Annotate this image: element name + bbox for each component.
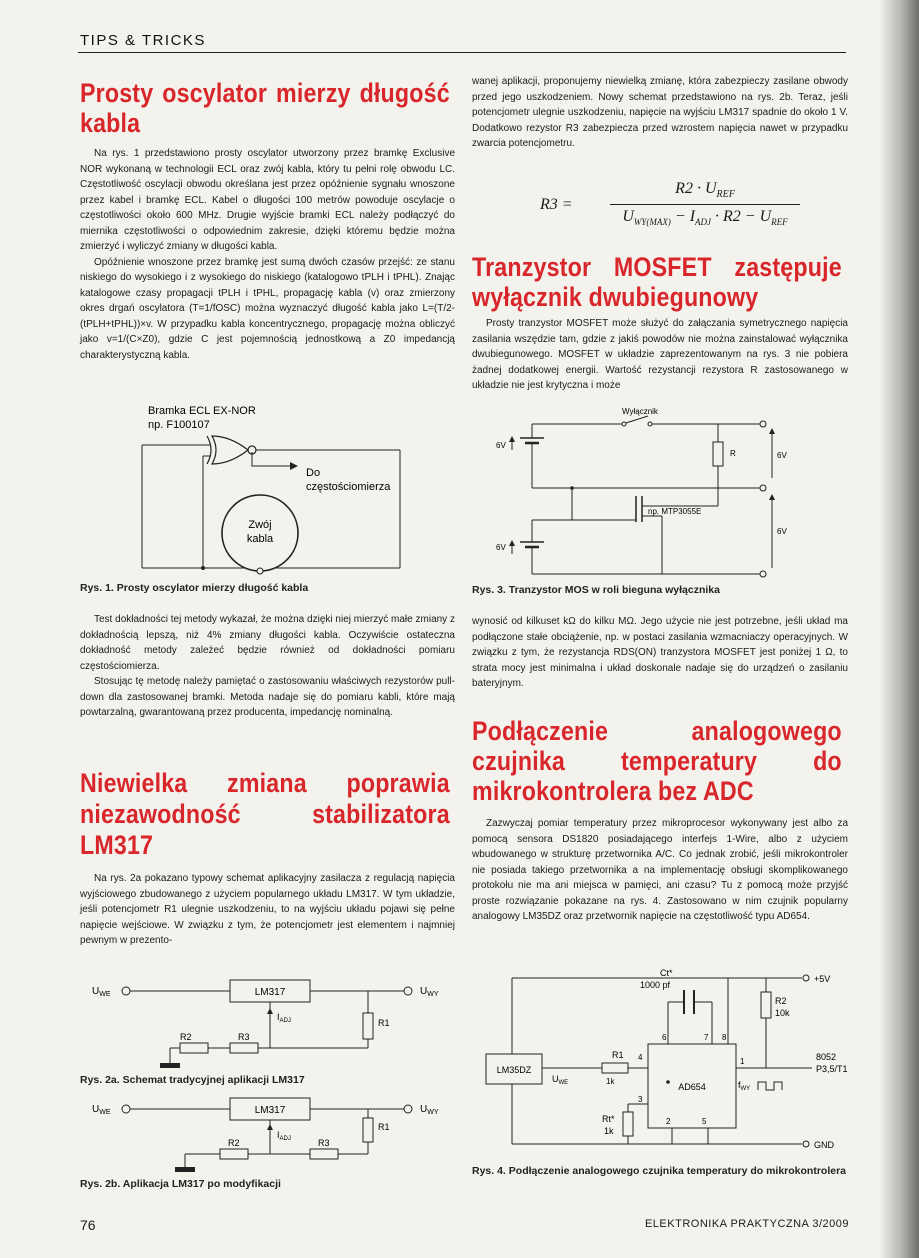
junction-dot [201,566,205,570]
r2-label: R2 [228,1138,240,1148]
header-rule [78,52,846,53]
resistor-r3 [230,1043,258,1053]
arrow-icon [509,436,515,442]
wire-to-meter [252,452,290,466]
resistor-r2 [180,1043,208,1053]
uwy-label: $U_{WY}$ [420,986,439,998]
resistor-r2 [220,1149,248,1159]
uwy-label: $U_{WY}$ [420,1104,439,1116]
article1-paragraph: Test dokładności tej metody wykazał, że można dzięki niej mierzyć małe zmiany z dokładnością lepszą, niż 4% zmiany długości kabla. Oczywiście ostateczna dokładność metody zależeć będzie również od dokładności pomiaru częstościomierza. [80,614,455,672]
formula-lhs: R3 = [540,196,573,213]
article4-title: Podłączenie analogowego czujnika temperatury do mikrokontrolera bez ADC [472,716,842,806]
terminal [257,568,263,574]
chip-label: AD654 [678,1082,706,1092]
r1-label: R1 [378,1018,390,1028]
right-column [472,74,848,152]
figure3-mosfet-schematic [472,404,848,580]
pin-label: 6 [662,1033,667,1042]
input-terminal [122,987,130,995]
article2-paragraph: wanej aplikacji, proponujemy niewielką zmianę, która zabezpieczy zasilane obwody przed jego uszkodzeniem. Nowy schemat przedstawiono na rys. 2b. Teraz, jeśli potencjometr ulegnie uszkodzeniu, napięcie na wyjściu LM317 spadnie do około 1 V. Dodatkowo rezystor R3 zabezpiecza przed wzrostem napięcia nawet w przypadku zwarcia potencjometru. [472,76,848,149]
article2-paragraph: Na rys. 2a pokazano typowy schemat aplikacyjny zasilacza z regulacją napięcia wyjściowego zbudowanego z użyciem popularnego układu LM317. W tym układzie, jeśli potencjometr R1 ulegnie uszkodzeniu, to na wyjściu układu pojawi się pełne napięcie wejściowe. W związku z tym, że potencjometr jest elementem i najmniej pewnym w prezento- [80,873,455,946]
article1-paragraph: Opóźnienie wnoszone przez bramkę jest sumą dwóch czasów przejść: ze stanu niskiego do wysokiego i z wysokiego do niskiego (katalogowo tPLH i tPHL). Znając katalogowe czasy propagacji tPLH i tPHL, propagację kabla (v) oraz zmierzony okres drgań oscylatora (T=1/fOSC) można wyznaczyć długość kabla jako L=(T/2-(tPLH+tPHL))×v. W przypadku kabla koncentrycznego, propagację można obliczyć jako v=1/(C×Z0), gdzie C jest pojemnością jednostkową a Z0 impedancją charakterystyczną kabla. [80,256,455,361]
sensor-label: LM35DZ [496,1065,532,1075]
resistor-r1 [363,1118,373,1142]
figure1-oscillator-schematic [80,400,455,600]
fwy-label: $f_{WY}$ [738,1080,751,1092]
article3-paragraph: wynosić od kilkuset kΩ do kilku MΩ. Jego użycie nie jest potrzebne, jeśli układ ma podłączone stałe obciążenie, np. w postaci zasilania wzmacniaczy operacyjnych. W związku z tym, że rezystancja RDS(ON) tranzystora MOSFET jest poniżej 1 Ω, to strata mocy jest minimalna i układ doskonale nadaje się do urządzeń o zasilaniu bateryjnym. [472,616,848,689]
r1-value: 1k [606,1077,615,1086]
fig1-gate-part: np. F100107 [148,419,210,431]
r1-label: R1 [612,1050,624,1060]
arrow-icon [509,540,515,546]
fraction-bar [610,204,800,205]
resistor-r2 [761,992,771,1018]
pin-label: 7 [704,1033,709,1042]
switch-blade [626,416,648,423]
input-terminal [122,1105,130,1113]
terminal [803,975,809,981]
ct-label: Ct* [660,968,673,978]
uwe-label: $U_{WE}$ [552,1074,569,1086]
fig3-caption: Rys. 3. Tranzystor MOS w roli bieguna wyłącznika [472,584,720,596]
fig1-coil-label: kabla [246,533,274,545]
r2-label: R2 [775,996,787,1006]
pin-label: 5 [702,1117,707,1126]
fig1-meter-label: Do [306,467,321,479]
fig2a-caption: Rys. 2a. Schemat tradycyjnej aplikacji LM317 [80,1074,305,1086]
r2-label: R2 [180,1032,192,1042]
fig1-caption: Rys. 1. Prosty oscylator mierzy długość kabla [80,582,309,594]
ground-icon [175,1167,195,1172]
fig1-coil-label: Zwój [248,519,272,531]
terminal [760,485,766,491]
voltage-label: 6V [496,441,506,450]
uwe-label: $U_{WE}$ [92,1104,111,1116]
terminal [760,571,766,577]
gnd-label: GND [814,1140,834,1150]
article2-title: Niewielka zmiana poprawia niezawodność stabilizatora LM317 [80,768,450,860]
resistor-rt [623,1112,633,1136]
mosfet-label: np. MTP3055E [648,507,702,516]
output-terminal [404,1105,412,1113]
mcu-pin-label: P3,5/T1 [816,1064,848,1074]
formula-numerator: $R2 \cdot U_{REF}$ [675,180,735,201]
voltage-label: 6V [777,451,787,460]
fig2b-caption: Rys. 2b. Aplikacja LM317 po modyfikacji [80,1178,281,1190]
pin-label: 8 [722,1033,727,1042]
formula-r3 [540,180,800,232]
formula-denominator: $U_{WY(MAX)} - I_{ADJ} \cdot R2 - U_{REF}$ [622,208,788,228]
binding-shadow [879,0,919,1258]
r1-label: R1 [378,1122,390,1132]
uwe-label: $U_{WE}$ [92,986,111,998]
switch-contact [648,422,652,426]
resistor-r3 [310,1149,338,1159]
switch-label: Wyłącznik [622,407,658,416]
pin1-dot [666,1080,670,1084]
output-terminal [404,987,412,995]
fig1-gate-label: Bramka ECL EX-NOR [148,405,256,417]
figure2b-lm317-schematic [80,1096,455,1176]
resistor-r1 [363,1013,373,1039]
voltage-label: 6V [496,543,506,552]
resistor-r [713,442,723,466]
junction-dot [570,486,574,490]
article3-paragraph: Prosty tranzystor MOSFET może służyć do załączania symetrycznego napięcia zasilania wszędzie tam, gdzie z jakiś powodów nie można zainstalować wyłącznika dwubiegunowego. MOSFET w układzie zaprezentowanym na rys. 3 nie pobiera żadnej dodatkowej energii. Wartość rezystancji rezystora R zastosowanego w układzie nie jest krytyczna i może [472,318,848,391]
article3-cont [472,614,848,692]
mcu-label: 8052 [816,1052,837,1062]
article4-paragraph: Zazwyczaj pomiar temperatury przez mikroprocesor wykonywany jest albo za pomocą sensora DS1820 posiadającego interfejs 1-Wire, albo z użyciem wbudowanego w strukturę przetwornika A/C. Co jednak zrobić, jeśli mikrokontroler nie posiada takiego przetwornika a na implementację obsługi skomplikowanego protokołu nie ma ani miejsca w pamięci, ani czasu? Tu z pomocą może przyjść proste rozwiązanie pokazane na rys. 4. Zastosowano w nim czujnik popularny analogowy LM35DZ oraz przetwornik napięcie na częstotliwość typu AD654. [472,818,848,922]
xnor-gate-input-arc [207,436,211,464]
figure4-temperature-sensor-schematic [472,964,848,1160]
r2-value: 10k [775,1008,790,1018]
article1-title: Prosty oscylator mierzy długość kabla [80,78,450,138]
vcc-label: +5V [814,974,831,984]
magazine-name: ELEKTRONIKA PRAKTYCZNA 3/2009 [644,1218,849,1230]
arrow-icon [769,428,775,434]
ct-value: 1000 pf [640,980,671,990]
article4-block [472,716,848,925]
arrow-icon [290,462,298,470]
ic-label: LM317 [254,1105,286,1116]
fig1-meter-label: częstościomierza [306,481,391,493]
r-label: R [730,449,736,458]
arrow-icon [267,1008,273,1014]
terminal [760,421,766,427]
article2-block [80,768,455,949]
arrow-icon [267,1124,273,1130]
pin-label: 3 [638,1095,643,1104]
section-label: TIPS & TRICKS [80,32,206,49]
xnor-gate-symbol [212,436,248,464]
ic-label: LM317 [254,987,286,998]
article3-title: Tranzystor MOSFET zastępuje wyłącznik dwubiegunowy [472,252,842,312]
article3-block [472,252,848,394]
switch-contact [622,422,626,426]
voltage-label: 6V [777,527,787,536]
pin-label: 1 [740,1057,745,1066]
left-column-lower [80,612,455,721]
r3-label: R3 [318,1138,330,1148]
ground-icon [160,1063,180,1068]
page-number: 76 [80,1217,96,1233]
left-column [80,78,455,363]
terminal [803,1141,809,1147]
article1-paragraph: Stosując tę metodę należy pamiętać o zastosowaniu właściwych rezystorów pull-down dla zastosowanej bramki. Metoda nadaje się do pomiaru kabli, które mają powtarzalną, gwarantowaną przez producenta, impedancję nominalną. [80,676,455,718]
arrow-icon [769,494,775,500]
pin-label: 2 [666,1117,671,1126]
pin-label: 4 [638,1053,643,1062]
rt-value: 1k [604,1126,614,1136]
figure2a-lm317-schematic [80,978,455,1088]
r3-label: R3 [238,1032,250,1042]
iadj-label: $I_{ADJ}$ [277,1130,291,1142]
article1-paragraph: Na rys. 1 przedstawiono prosty oscylator utworzony przez bramkę Exclusive NOR wykonaną w technologii ECL oraz zwój kabla, który tu pełni rolę obwodu LC. Częstotliwość oscylacji obwodu określana jest przez opóźnienie sygnału wnoszone przez kabel i bramkę ECL. Kabel o długości 100 metrów powoduje oscylacje o częstotliwości około 600 MHz. Drugie wyjście bramki ECL należy podłączyć do miernika częstotliwości o odpowiednim zakresie, dzięki któremu będzie można zmierzyć i wyliczyć zmiany w długości kabla. [80,148,455,252]
iadj-label: $I_{ADJ}$ [277,1012,291,1024]
resistor-r1 [602,1063,628,1073]
pulse-waveform-icon [758,1082,782,1090]
fig4-caption: Rys. 4. Podłączenie analogowego czujnika temperatury do mikrokontrolera [472,1165,847,1177]
rt-label: Rt* [602,1114,615,1124]
